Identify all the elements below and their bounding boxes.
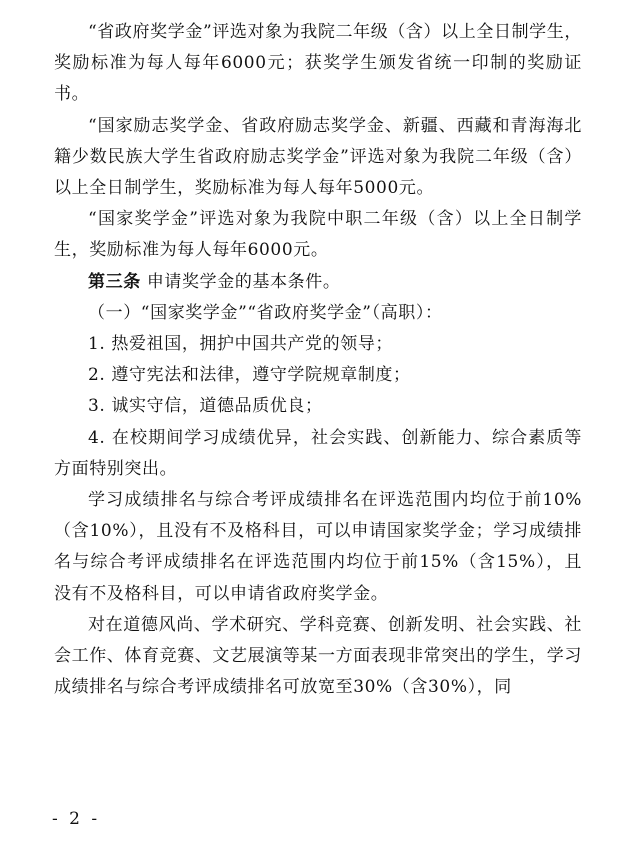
section-one-heading: （一）“国家奖学金”“省政府奖学金”（高职）： bbox=[88, 302, 443, 323]
paragraph-national-scholarship: “国家奖学金”评选对象为我院中职二年级（含）以上全日制学生，奖励标准为每人每年6000元。 bbox=[54, 209, 582, 261]
paragraph-provincial-scholarship: “省政府奖学金”评选对象为我院二年级（含）以上全日制学生，奖励标准为每人每年6000元；获奖学生颁发省统一印制的奖励证书。 bbox=[54, 22, 582, 105]
list-item-3: 3. 诚实守信，道德品质优良； bbox=[88, 396, 323, 417]
document-body bbox=[54, 17, 582, 703]
paragraph-special-achievements: 对在道德风尚、学术研究、学科竞赛、创新发明、社会实践、社会工作、体育竞赛、文艺展演等某一方面表现非常突出的学生，学习成绩排名与综合考评成绩排名可放宽至30%（含30%），同 bbox=[54, 614, 582, 698]
page-number: - 2 - bbox=[52, 809, 101, 829]
list-item-4: 4. 在校期间学习成绩优异，社会实践、创新能力、综合素质等方面特别突出。 bbox=[54, 427, 582, 479]
list-item-2: 2. 遵守宪法和法律，遵守学院规章制度； bbox=[88, 365, 411, 386]
list-item-1: 1. 热爱祖国，拥护中国共产党的领导； bbox=[88, 334, 394, 355]
paragraph-ranking-criteria: 学习成绩排名与综合考评成绩排名在评选范围内均位于前10%（含10%），且没有不及格科目，可以申请国家奖学金；学习成绩排名与综合考评成绩排名在评选范围内均位于前15%（含15%），且没有不及格科目，可以申请省政府奖学金。 bbox=[54, 490, 582, 604]
article-number: 第三条 bbox=[88, 271, 141, 292]
article-three-heading bbox=[54, 267, 582, 298]
article-title: 申请奖学金的基本条件。 bbox=[140, 271, 341, 292]
paragraph-inspirational-scholarship: “国家励志奖学金、省政府励志奖学金、新疆、西藏和青海海北籍少数民族大学生省政府励志奖学金”评选对象为我院二年级（含）以上全日制学生，奖励标准为每人每年5000元。 bbox=[54, 115, 582, 199]
